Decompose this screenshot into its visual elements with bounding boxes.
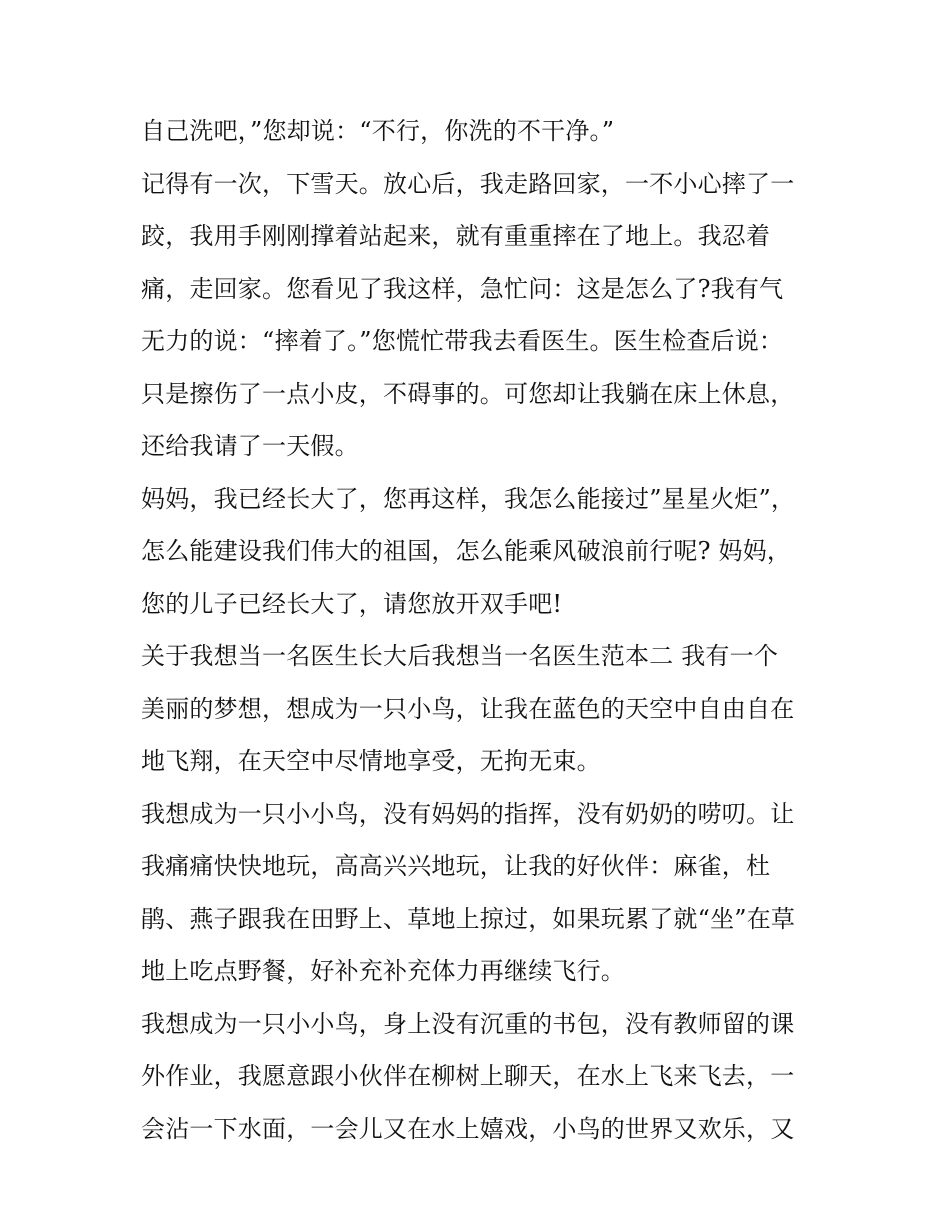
text-line: 鹃、燕子跟我在田野上、草地上掠过，如果玩累了就“坐”在草 (141, 904, 796, 933)
text-line: 怎么能建设我们伟大的祖国，怎么能乘风破浪前行呢? 妈妈， (141, 537, 792, 565)
text-line: 会沾一下水面，一会儿又在水上嬉戏，小鸟的世界又欢乐，又 (141, 1114, 795, 1143)
text-line: 无力的说：“摔着了。”您慌忙带我去看医生。医生检查后说： (141, 327, 784, 355)
text-line: 地飞翔，在天空中尽情地享受，无拘无束。 (141, 747, 601, 775)
body-text (141, 105, 821, 1155)
text-line: 关于我想当一名医生长大后我想当一名医生范本二 我有一个 (141, 642, 779, 670)
text-line: 自己洗吧，”您却说：“不行，你洗的不干净。” (141, 117, 615, 145)
text-line: 我痛痛快快地玩，高高兴兴地玩，让我的好伙伴：麻雀，杜 (141, 852, 771, 880)
text-line: 跤，我用手刚刚撑着站起来，就有重重摔在了地上。我忍着 (141, 222, 771, 250)
text-line: 您的儿子已经长大了，请您放开双手吧! (141, 589, 563, 618)
text-line: 妈妈，我已经长大了，您再这样，我怎么能接过”星星火炬”， (141, 484, 796, 513)
text-line: 痛，走回家。您看见了我这样，急忙问：这是怎么了?我有气 (141, 274, 784, 303)
text-line: 记得有一次，下雪天。放心后，我走路回家，一不小心摔了一 (141, 169, 795, 198)
text-line: 还给我请了一天假。 (141, 432, 359, 460)
text-line: 我想成为一只小小鸟，身上没有沉重的书包，没有教师留的课 (141, 1009, 795, 1038)
text-line: 地上吃点野餐，好补充补充体力再继续飞行。 (141, 957, 625, 985)
text-line: 美丽的梦想，想成为一只小鸟，让我在蓝色的天空中自由自在 (141, 694, 795, 723)
text-line: 我想成为一只小小鸟，没有妈妈的指挥，没有奶奶的唠叨。让 (141, 799, 795, 828)
text-line: 外作业，我愿意跟小伙伴在柳树上聊天，在水上飞来飞去，一 (141, 1062, 795, 1090)
text-line: 只是擦伤了一点小皮，不碍事的。可您却让我躺在床上休息， (141, 379, 795, 408)
